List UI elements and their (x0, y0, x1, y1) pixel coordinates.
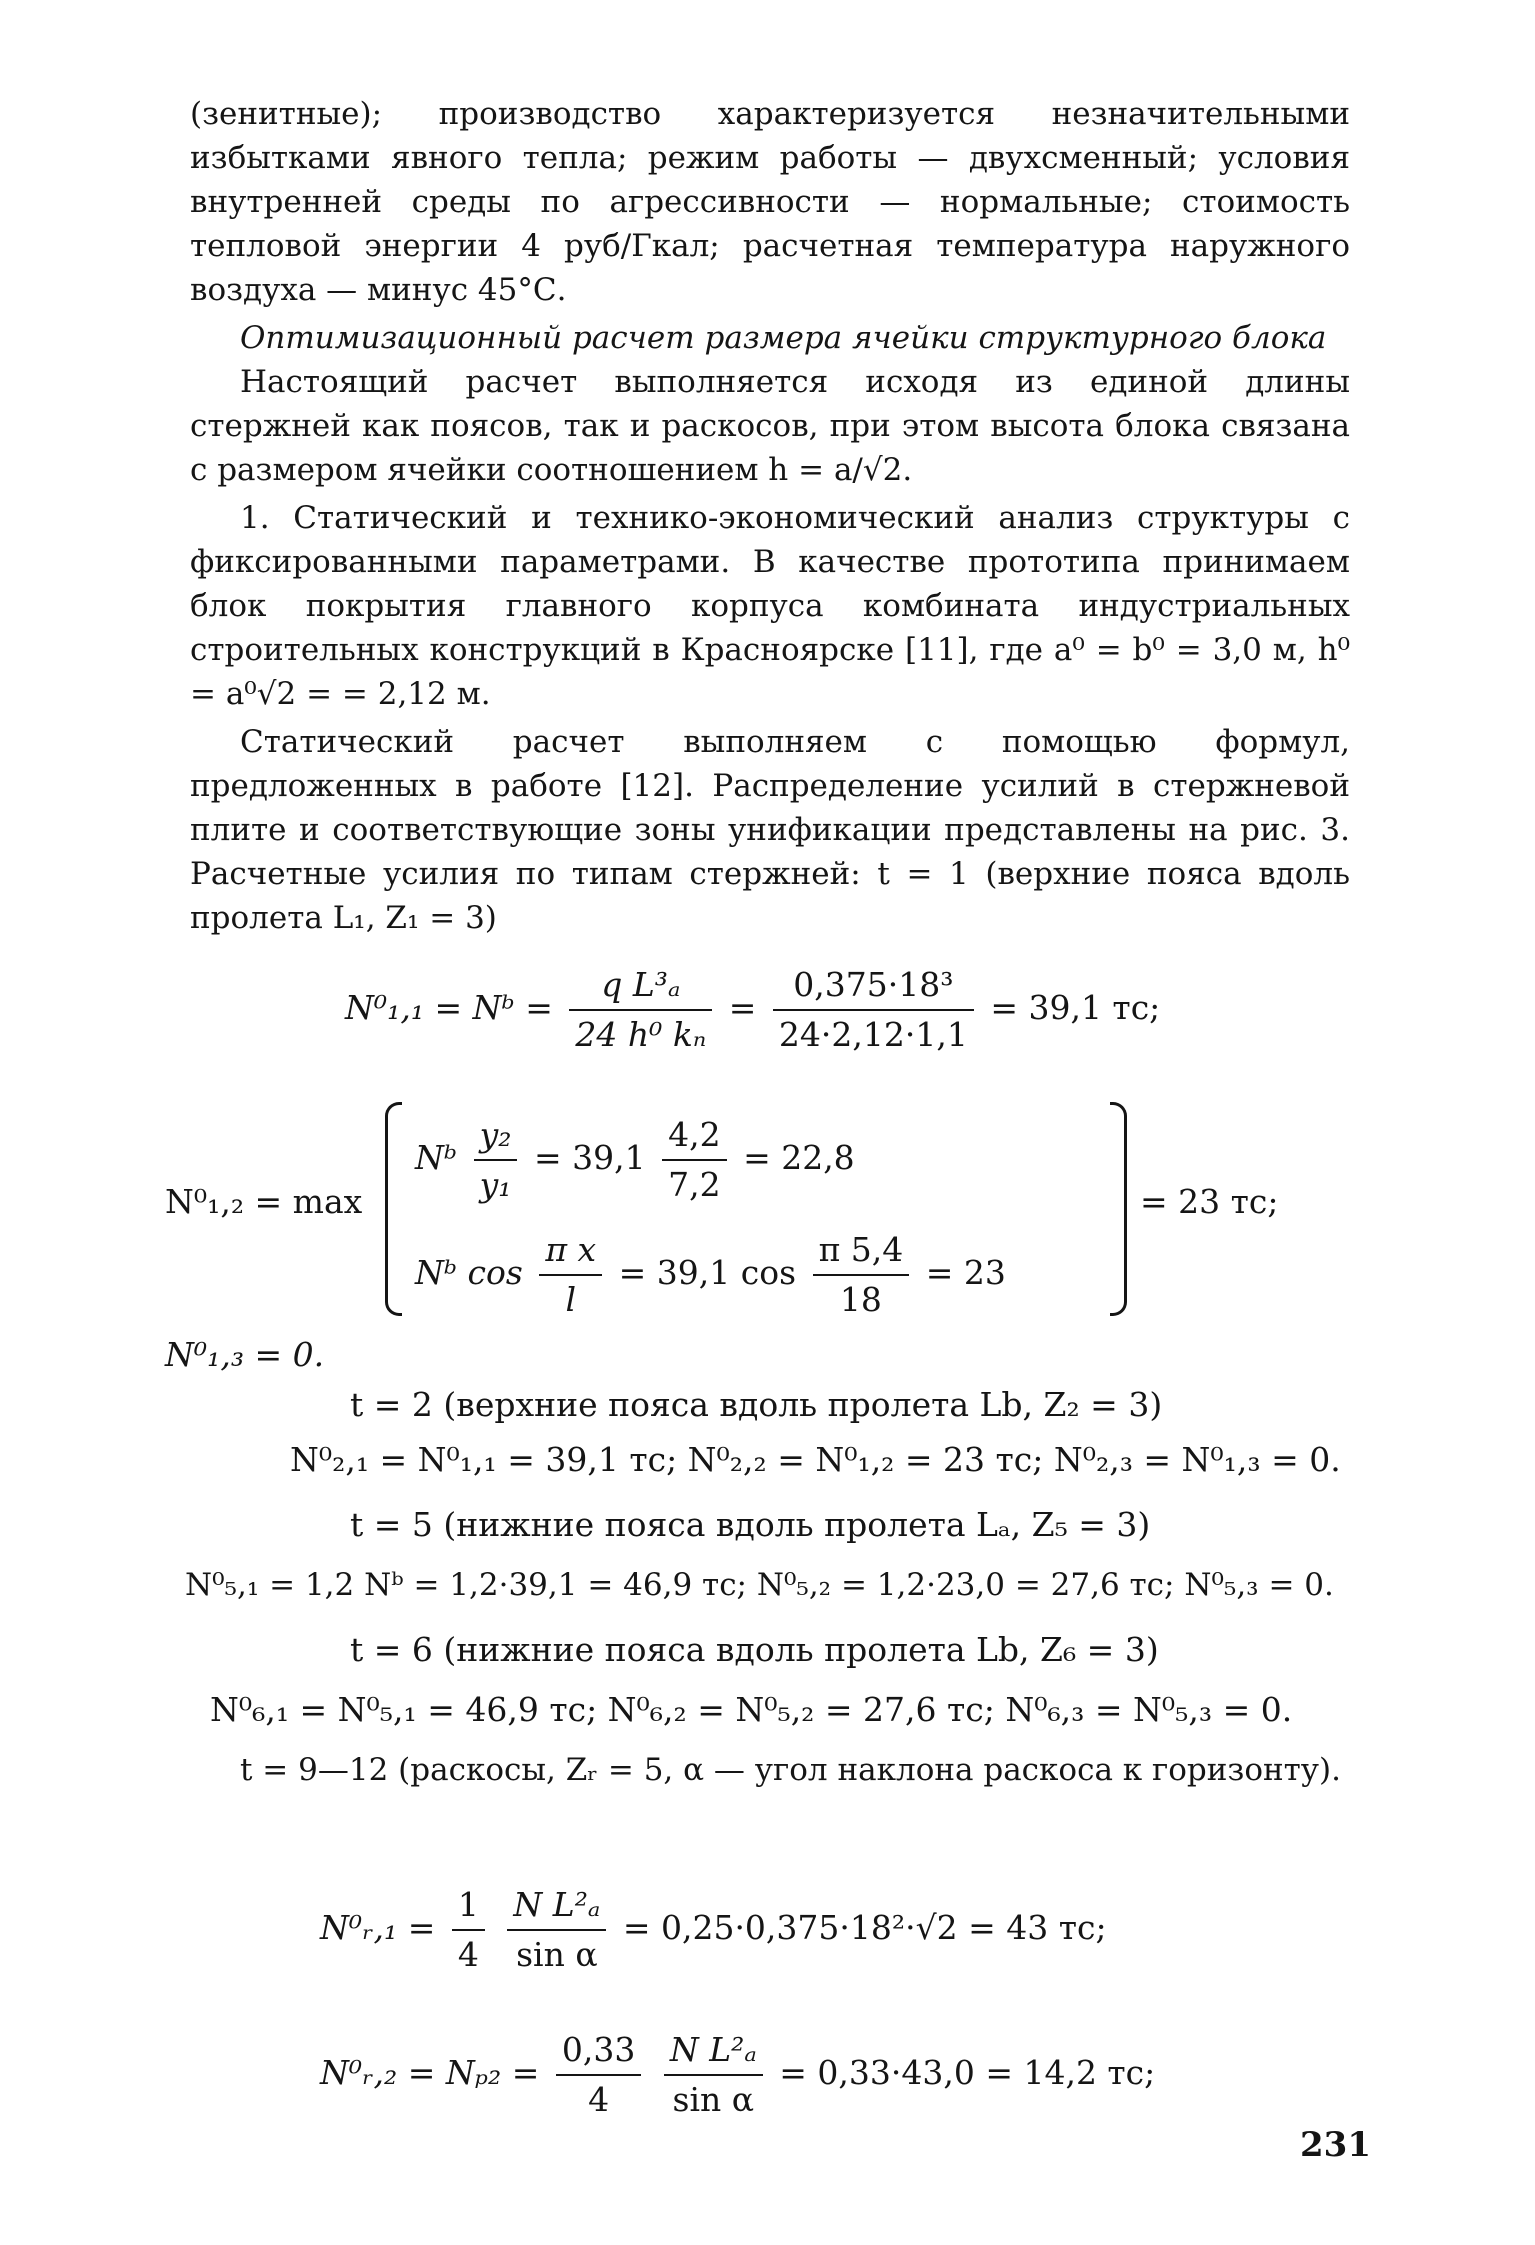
equation-n13: N⁰₁,₃ = 0. (165, 1335, 325, 1374)
line-t6: t = 6 (нижние пояса вдоль пролета Lb, Z₆ = 3) (350, 1630, 1159, 1669)
eqr1-frac2-num: N L²ₐ (507, 1885, 606, 1931)
equation-n11 (345, 965, 1160, 1055)
eq2-row1-frac-den: y₁ (479, 1165, 512, 1204)
eq2-row-1 (415, 1115, 855, 1205)
eqr2-lhs: N⁰ᵣ,₂ = Nₚ₂ = (320, 2053, 540, 2092)
eq1-lhs: N⁰₁,₁ = Nᵇ = (345, 988, 553, 1027)
eq1-frac2-den: 24·2,12·1,1 (778, 1015, 968, 1054)
eq2-row-2 (415, 1230, 1006, 1320)
eq2-result: = 23 тс; (1140, 1182, 1279, 1221)
eq1-eq-sign: = (728, 988, 757, 1027)
eq2-row2-frac-den: l (565, 1280, 577, 1319)
equation-t6: N⁰₆,₁ = N⁰₅,₁ = 46,9 тс; N⁰₆,₂ = N⁰₅,₂ = 27,6 тс; N⁰₆,₃ = N⁰₅,₃ = 0. (210, 1690, 1293, 1729)
eq2-row1-frac-num: y₂ (474, 1115, 518, 1161)
eqr2-frac2-num: N L²ₐ (664, 2030, 763, 2076)
equation-t2: N⁰₂,₁ = N⁰₁,₁ = 39,1 тс; N⁰₂,₂ = N⁰₁,₂ = 23 тс; N⁰₂,₃ = N⁰₁,₃ = 0. (290, 1440, 1341, 1479)
eq1-result: = 39,1 тс; (990, 988, 1161, 1027)
eq2-row1-frac2-den: 7,2 (668, 1165, 721, 1204)
equation-t5: N⁰₅,₁ = 1,2 Nᵇ = 1,2·39,1 = 46,9 тс; N⁰₅,₂ = 1,2·23,0 = 27,6 тс; N⁰₅,₃ = 0. (185, 1567, 1334, 1603)
eq2-row2-a: Nᵇ cos (415, 1253, 523, 1292)
eq2-row1-frac (474, 1115, 518, 1205)
eqr1-frac1-num: 1 (452, 1885, 485, 1931)
equation-nr2 (320, 2030, 1155, 2120)
eqr2-fraction-2 (664, 2030, 763, 2120)
eq1-frac1-den: 24 h⁰ kₙ (575, 1015, 707, 1054)
eq1-fraction-2 (773, 965, 974, 1055)
eq2-row2-frac-num: π x (539, 1230, 602, 1276)
eqr1-result: = 0,25·0,375·18²·√2 = 43 тс; (622, 1908, 1107, 1947)
paragraph-1: Настоящий расчет выполняется исходя из единой длины стержней как поясов, так и раскосов, при этом высота блока связана с размером ячейки соотношением h = a/√2. (190, 364, 1350, 488)
eq2-row1-mid: = 39,1 (533, 1138, 646, 1177)
eqr2-frac1-den: 4 (588, 2080, 610, 2119)
eq1-fraction-1 (569, 965, 712, 1055)
eq2-row1-frac2 (662, 1115, 726, 1205)
section-heading: Оптимизационный расчет размера ячейки структурного блока (240, 320, 1327, 356)
eq2-row2-frac2-num: π 5,4 (813, 1230, 910, 1276)
eq2-row1-frac2-num: 4,2 (662, 1115, 726, 1161)
eq2-left-brace (385, 1102, 402, 1316)
eqr2-frac1-num: 0,33 (556, 2030, 641, 2076)
eqr2-result: = 0,33·43,0 = 14,2 тс; (779, 2053, 1156, 2092)
eq2-row2-res: = 23 (925, 1253, 1006, 1292)
eq2-lhs: N⁰₁,₂ = max (165, 1182, 363, 1221)
eq2-row2-frac2-den: 18 (839, 1280, 882, 1319)
eqr2-frac2-den: sin α (672, 2080, 755, 2119)
eq2-right-brace (1110, 1102, 1127, 1316)
eq2-row2-mid: = 39,1 cos (618, 1253, 797, 1292)
line-t5: t = 5 (нижние пояса вдоль пролета Lₐ, Z₅ = 3) (350, 1505, 1151, 1544)
line-t2: t = 2 (верхние пояса вдоль пролета Lb, Z₂ = 3) (350, 1385, 1163, 1424)
eqr2-fraction-1 (556, 2030, 641, 2120)
eqr1-frac2-den: sin α (516, 1935, 598, 1974)
eq2-row2-frac (539, 1230, 602, 1320)
line-t9: t = 9—12 (раскосы, Zᵣ = 5, α — угол наклона раскоса к горизонту). (240, 1752, 1341, 1788)
eq2-row1-res: = 22,8 (743, 1138, 855, 1177)
intro-paragraph: (зенитные); производство характеризуется незначительными избытками явного тепла; режим работы — двухсменный; условия внутренней среды по агрессивности — нормальные; стоимость тепловой энергии 4 руб/Гкал; расчетная температура наружного воздуха — минус 45°С. (190, 96, 1350, 308)
eqr1-lhs: N⁰ᵣ,₁ = (320, 1908, 436, 1947)
eq1-frac2-num: 0,375·18³ (773, 965, 974, 1011)
page-number: 231 (1300, 2125, 1371, 2165)
eqr1-fraction-2 (507, 1885, 606, 1975)
equation-nr1 (320, 1885, 1107, 1975)
eqr1-frac1-den: 4 (457, 1935, 479, 1974)
paragraph-3: Статический расчет выполняем с помощью формул, предложенных в работе [12]. Распределение усилий в стержневой плите и соответствующие зоны унификации представлены на рис. 3. Расчетные усилия по типам стержней: t = 1 (верхние пояса вдоль пролета L₁, Z₁ = 3) (190, 724, 1350, 936)
eqr1-fraction-1 (452, 1885, 485, 1975)
eq2-row2-frac2 (813, 1230, 910, 1320)
eq1-frac1-num: q L³ₐ (569, 965, 712, 1011)
eq2-row1-a: Nᵇ (415, 1138, 458, 1177)
paragraph-2: 1. Статический и технико-экономический анализ структуры с фиксированными параметрами. В качестве прототипа принимаем блок покрытия главного корпуса комбината индустриальных строительных конструкций в Красноярске [11], где a⁰ = b⁰ = 3,0 м, h⁰ = a⁰√2 = = 2,12 м. (190, 500, 1350, 712)
